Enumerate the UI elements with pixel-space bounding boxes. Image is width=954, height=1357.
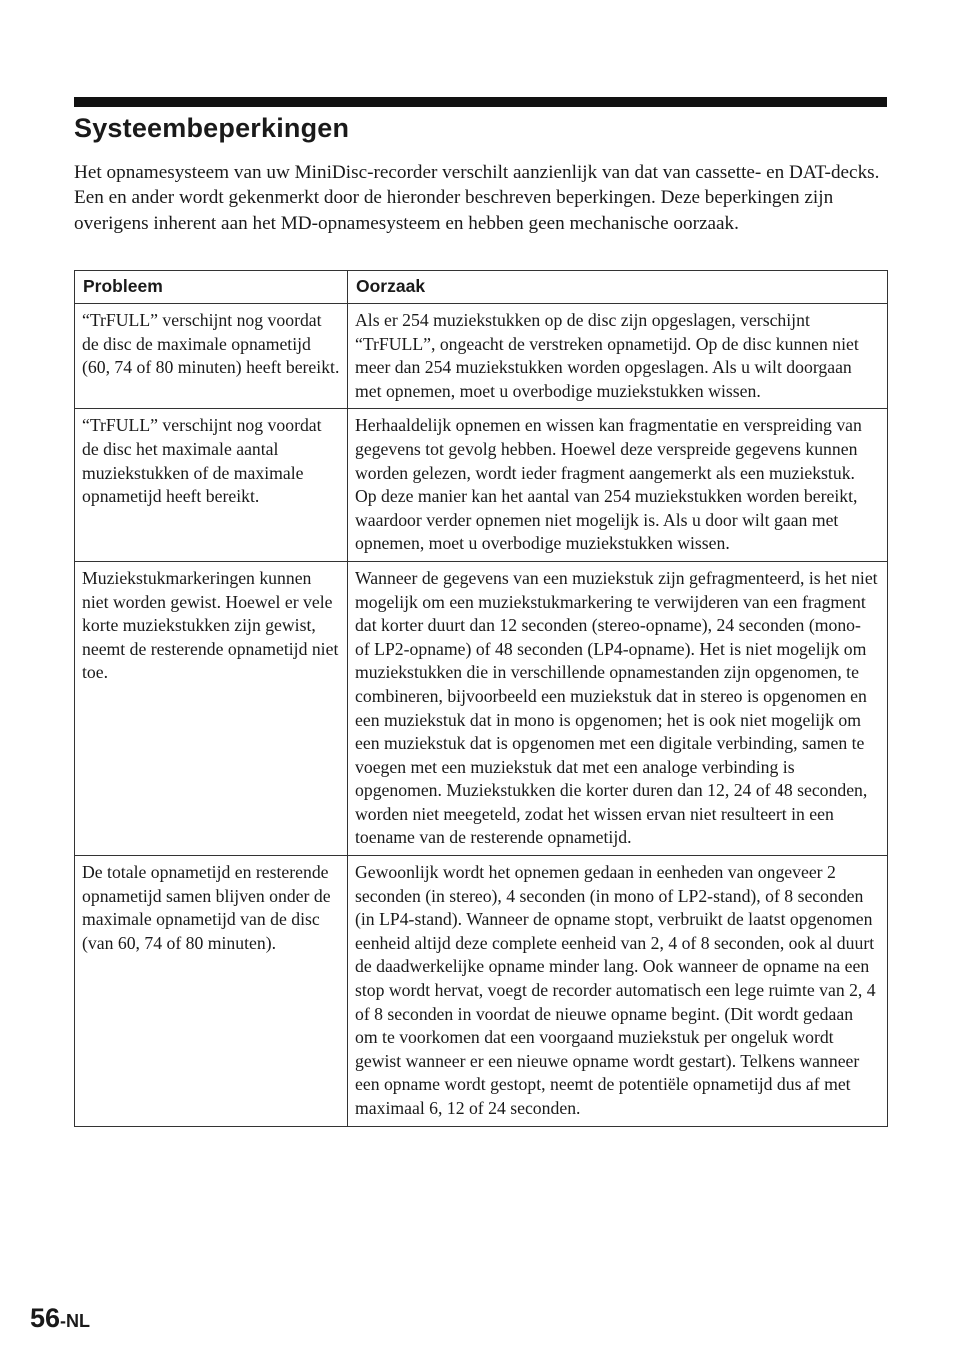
- header-cause: Oorzaak: [348, 271, 888, 304]
- limitations-table: [74, 270, 888, 1127]
- cause-cell: Herhaaldelijk opnemen en wissen kan fragmentatie en verspreiding van gegevens tot gevolg hebben. Hoewel deze verspreide gegevens kunnen worden gelezen, wordt ieder fragment aangemerkt als een muziekstuk. Op deze manier kan het aantal van 254 muziekstukken worden bereikt, waardoor verder opnemen niet mogelijk is. Als u door wilt gaan met opnemen, moet u overbodige muziekstukken wissen.: [348, 409, 888, 562]
- page-number-value: 56: [30, 1303, 61, 1333]
- section-rule: [74, 97, 887, 107]
- cause-cell: Wanneer de gegevens van een muziekstuk zijn gefragmenteerd, is het niet mogelijk om een muziekstukmarkering te verwijderen van een fragment dat korter duurt dan 12 seconden (stereo-opname), 24 seconden (mono- of LP2-opname) of 48 seconden (LP4-opname). Het is niet mogelijk om muziekstukken die in verschillende opnamestanden zijn opgenomen, te combineren, bijvoorbeeld een muziekstuk dat in stereo is opgenomen en een muziekstuk dat in mono is opgenomen; het is ook niet mogelijk om een muziekstuk dat is opgenomen met een digitale verbinding, samen te voegen met een muziekstuk dat met een analoge verbinding is opgenomen. Muziekstukken die korter duren dan 12, 24 of 48 seconden, worden niet meegeteld, zodat het wissen ervan niet resulteert in een toename van de resterende opnametijd.: [348, 561, 888, 855]
- page-language-suffix: -NL: [60, 1311, 91, 1331]
- page-number: [30, 1300, 90, 1339]
- problem-cell: “TrFULL” verschijnt nog voordat de disc de maximale opnametijd (60, 74 of 80 minuten) heeft bereikt.: [75, 304, 348, 409]
- section-title: Systeembeperkingen: [74, 113, 350, 143]
- cause-cell: Als er 254 muziekstukken op de disc zijn opgeslagen, verschijnt “TrFULL”, ongeacht de verstreken opnametijd. Op de disc kunnen niet meer dan 254 muziekstukken worden opgeslagen. Als u wilt doorgaan met opnemen, moet u overbodige muziekstukken wissen.: [348, 304, 888, 409]
- table-row: [75, 409, 888, 562]
- problem-cell: De totale opnametijd en resterende opnametijd samen blijven onder de maximale opnametijd van de disc (van 60, 74 of 80 minuten).: [75, 856, 348, 1127]
- problem-cell: Muziekstukmarkeringen kunnen niet worden gewist. Hoewel er vele korte muziekstukken zijn gewist, neemt de resterende opnametijd niet toe.: [75, 561, 348, 855]
- problem-cell: “TrFULL” verschijnt nog voordat de disc het maximale aantal muziekstukken of de maximale opnametijd heeft bereikt.: [75, 409, 348, 562]
- intro-paragraph: Het opnamesysteem van uw MiniDisc-recorder verschilt aanzienlijk van dat van cassette- en DAT-decks. Een en ander wordt gekenmerkt door de hieronder beschreven beperkingen. Deze beperkingen zijn overigens inherent aan het MD-opnamesysteem en hebben geen mechanische oorzaak.: [74, 162, 880, 234]
- table-row: [75, 856, 888, 1127]
- cause-cell: Gewoonlijk wordt het opnemen gedaan in eenheden van ongeveer 2 seconden (in stereo), 4 seconden (in mono of LP2-stand), of 8 seconden (in LP4-stand). Wanneer de opname stopt, verbruikt de laatst opgenomen eenheid altijd deze complete eenheid van 2, 4 of 8 seconden, ook al duurt de daadwerkelijke opname minder lang. Ook wanneer de opname na een stop wordt hervat, voegt de recorder automatisch een lege ruimte van 2, 4 of 8 seconden in voordat de nieuwe opname begint. (Dit wordt gedaan om te voorkomen dat een voorgaand muziekstuk per ongeluk wordt gewist wanneer er een nieuwe opname wordt gestart). Telkens wanneer een opname wordt gestopt, neemt de potentiële opnametijd dus af met maximaal 6, 12 of 24 seconden.: [348, 856, 888, 1127]
- header-problem: Probleem: [75, 271, 348, 304]
- table-row: [75, 304, 888, 409]
- table-header-row: [75, 271, 888, 304]
- table-row: [75, 561, 888, 855]
